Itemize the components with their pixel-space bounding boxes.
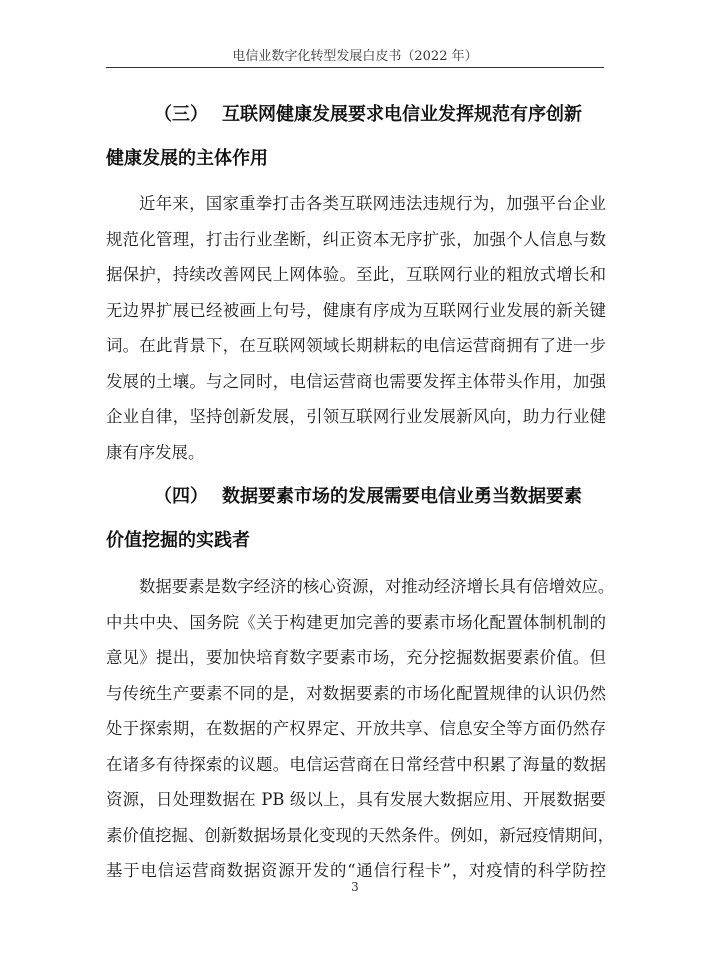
paragraph-line: 素价值挖掘、创新数据场景化变现的天然条件。例如，新冠疫情期间，: [106, 825, 615, 845]
running-header: 电信业数字化转型发展白皮书（2022 年）: [232, 49, 478, 64]
section-heading-3-line-1: [106, 93, 606, 137]
header-rule: [106, 67, 604, 68]
paragraph-line: 处于探索期，在数据的产权界定、开放共享、信息安全等方面仍然存: [106, 719, 606, 738]
paragraph-line: 规范化管理，打击行业垄断，纠正资本无序扩张，加强个人信息与数: [106, 229, 606, 249]
paragraph-line: 在诸多有待探索的议题。电信运营商在日常经营中积累了海量的数据: [106, 754, 606, 774]
paragraph-line: 康有序发展。: [106, 442, 205, 462]
paragraph-line: 无边界扩展已经被画上句号，健康有序成为互联网行业发展的新关键: [106, 300, 606, 320]
paragraph-line: 意见》提出，要加快培育数字要素市场，充分挖掘数据要素价值。但: [106, 648, 606, 667]
paragraph-line: 基于电信运营商数据资源开发的“通信行程卡”，对疫情的科学防控: [106, 861, 606, 880]
section-title-3-part-2: 健康发展的主体作用: [106, 148, 268, 169]
paragraph-line: 近年来，国家重拳打击各类互联网违法违规行为，加强平台企业: [139, 194, 606, 213]
section-title-4-part-1: 数据要素市场的发展需要电信业勇当数据要素: [222, 486, 582, 507]
paragraph-line: 词。在此背景下，在互联网领域长期耕耘的电信运营商拥有了进一步: [106, 336, 606, 355]
paragraph-line: 据保护，持续改善网民上网体验。至此，互联网行业的粗放式增长和: [106, 265, 606, 284]
paragraph-line: 企业自律，坚持创新发展，引领互联网行业发展新风向，助力行业健: [106, 407, 606, 426]
section-number-3: （三）: [154, 104, 208, 125]
paragraph-line: 资源，日处理数据在 PB 级以上，具有发展大数据应用、开展数据要: [106, 790, 606, 809]
body-text: [106, 87, 615, 889]
section-3-paragraph: [106, 186, 606, 470]
paragraph-line: 中共中央、国务院《关于构建更加完善的要素市场化配置体制机制的: [106, 612, 606, 632]
section-number-4: （四）: [154, 486, 208, 507]
section-title-3-part-1: 互联网健康发展要求电信业发挥规范有序创新: [222, 104, 582, 125]
section-4-paragraph: [106, 569, 615, 889]
section-heading-3: [106, 93, 606, 181]
paragraph-line: 与传统生产要素不同的是，对数据要素的市场化配置规律的认识仍然: [106, 683, 606, 703]
section-heading-4: [106, 475, 606, 563]
section-title-4-part-2: 价值挖掘的实践者: [106, 530, 250, 551]
paragraph-line: 发展的土壤。与之同时，电信运营商也需要发挥主体带头作用，加强: [106, 371, 606, 391]
page-number: 3: [351, 880, 359, 894]
section-heading-4-line-1: [106, 475, 606, 519]
paragraph-line: 数据要素是数字经济的核心资源，对推动经济增长具有倍增效应。: [139, 577, 615, 596]
